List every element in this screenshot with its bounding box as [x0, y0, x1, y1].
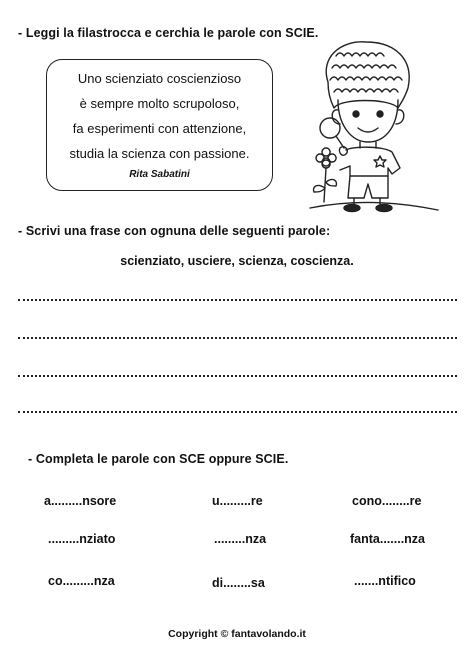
exercise-item[interactable]: .........nza — [214, 532, 267, 546]
poem-instruction: - Leggi la filastrocca e cerchia le parole con SCIE. — [18, 26, 319, 40]
exercise-item[interactable]: di........sa — [212, 576, 265, 590]
sentence-instruction: - Scrivi una frase con ognuna delle seguenti parole: — [18, 224, 331, 238]
writing-line[interactable] — [18, 375, 457, 377]
poem-line: Uno scienziato coscienzioso — [77, 71, 242, 86]
copyright-footer: Copyright © fantavolando.it — [168, 628, 306, 640]
writing-line[interactable] — [18, 411, 457, 413]
poem-line: fa esperimenti con attenzione, — [72, 121, 247, 136]
exercise-item[interactable]: .........nziato — [48, 532, 116, 546]
exercise-item[interactable]: a.........nsore — [44, 494, 117, 508]
child-scientist-illustration — [300, 38, 440, 216]
writing-line[interactable] — [18, 299, 457, 301]
poem-line: è sempre molto scrupoloso, — [79, 96, 240, 111]
exercise-item[interactable]: fanta.......nza — [350, 532, 426, 546]
writing-line[interactable] — [18, 337, 457, 339]
exercise-item[interactable]: u.........re — [212, 494, 263, 508]
exercise-item[interactable]: co.........nza — [48, 574, 115, 588]
poem-box — [46, 59, 273, 191]
exercise-item[interactable]: cono........re — [352, 494, 422, 508]
word-list: scienziato, usciere, scienza, coscienza. — [120, 254, 354, 268]
poem-line: studia la scienza con passione. — [69, 146, 250, 161]
poem-author: Rita Sabatini — [129, 169, 190, 180]
exercise-item[interactable]: .......ntifico — [354, 574, 416, 588]
fill-instruction: - Completa le parole con SCE oppure SCIE. — [28, 452, 289, 466]
